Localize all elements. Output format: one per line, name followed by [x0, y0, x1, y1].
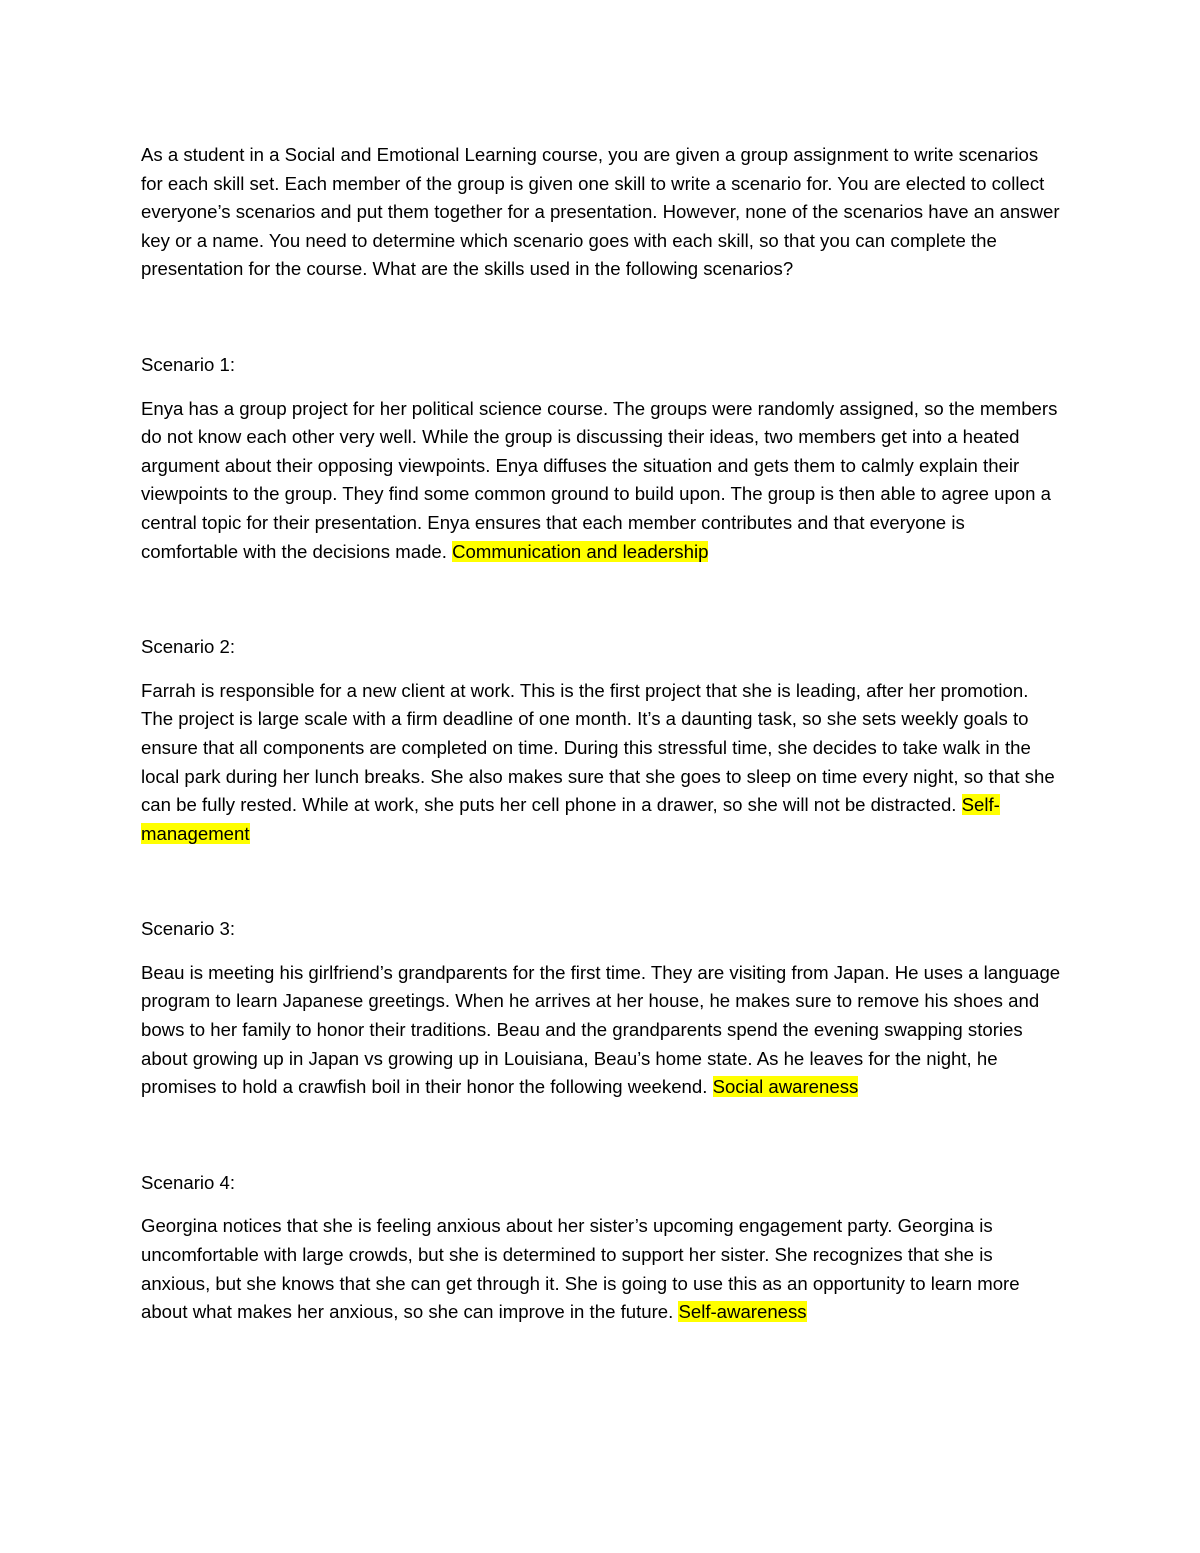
highlighted-answer: Self-management	[141, 794, 1000, 844]
highlighted-answer: Social awareness	[712, 1076, 859, 1098]
scenario-heading: Scenario 1:	[141, 353, 236, 375]
scenario-paragraph	[141, 1212, 1063, 1326]
highlighted-answer: Communication and leadership	[452, 540, 709, 562]
scenario-4	[141, 1169, 1063, 1327]
highlighted-answer: Self-awareness	[678, 1301, 807, 1323]
scenario-3	[141, 915, 1063, 1102]
document-content	[141, 141, 1063, 1394]
scenario-heading: Scenario 4:	[141, 1171, 236, 1193]
scenario-body: Beau is meeting his girlfriend’s grandparents for the first time. They are visiting from Japan. He uses a language program to learn Japanese greetings. When he arrives at her house, he makes sure to remove his shoes and bows to her family to honor their traditions. Beau and the grandparents spend the evening swapping stories about growing up in Japan vs growing up in Louisiana, Beau’s home state. As he leaves for the night, he promises to hold a crawfish boil in their honor the following weekend.	[141, 961, 1061, 1098]
scenario-1	[141, 351, 1063, 566]
scenario-body: Enya has a group project for her political science course. The groups were randomly assigned, so the members do not know each other very well. While the group is discussing their ideas, two members get into a heated argument about their opposing viewpoints. Enya diffuses the situation and gets them to calmly explain their viewpoints to the group. They find some common ground to build upon. The group is then able to agree upon a central topic for their presentation. Enya ensures that each member contributes and that everyone is comfortable with the decisions made.	[141, 397, 1058, 562]
scenario-heading: Scenario 3:	[141, 918, 236, 940]
scenario-2	[141, 633, 1063, 848]
scenario-paragraph	[141, 395, 1063, 567]
scenario-paragraph	[141, 677, 1063, 849]
scenario-heading: Scenario 2:	[141, 636, 236, 658]
scenario-body: Georgina notices that she is feeling anxious about her sister’s upcoming engagement party. Georgina is uncomfortable with large crowds, but she is determined to support her sister. She recognizes that she is anxious, but she knows that she can get through it. She is going to use this as an opportunity to learn more about what makes her anxious, so she can improve in the future.	[141, 1215, 1020, 1323]
intro-paragraph: As a student in a Social and Emotional Learning course, you are given a group assignment to write scenarios for each skill set. Each member of the group is given one skill to write a scenario for. You are elected to collect everyone’s scenarios and put them together for a presentation. However, none of the scenarios have an answer key or a name. You need to determine which scenario goes with each skill, so that you can complete the presentation for the course. What are the skills used in the following scenarios?	[141, 144, 1060, 280]
scenario-body: Farrah is responsible for a new client at work. This is the first project that she is leading, after her promotion. The project is large scale with a firm deadline of one month. It’s a daunting task, so she sets weekly goals to ensure that all components are completed on time. During this stressful time, she decides to take walk in the local park during her lunch breaks. She also makes sure that she goes to sleep on time every night, so that she can be fully rested. While at work, she puts her cell phone in a drawer, so she will not be distracted.	[141, 679, 1055, 816]
scenario-paragraph	[141, 959, 1063, 1102]
